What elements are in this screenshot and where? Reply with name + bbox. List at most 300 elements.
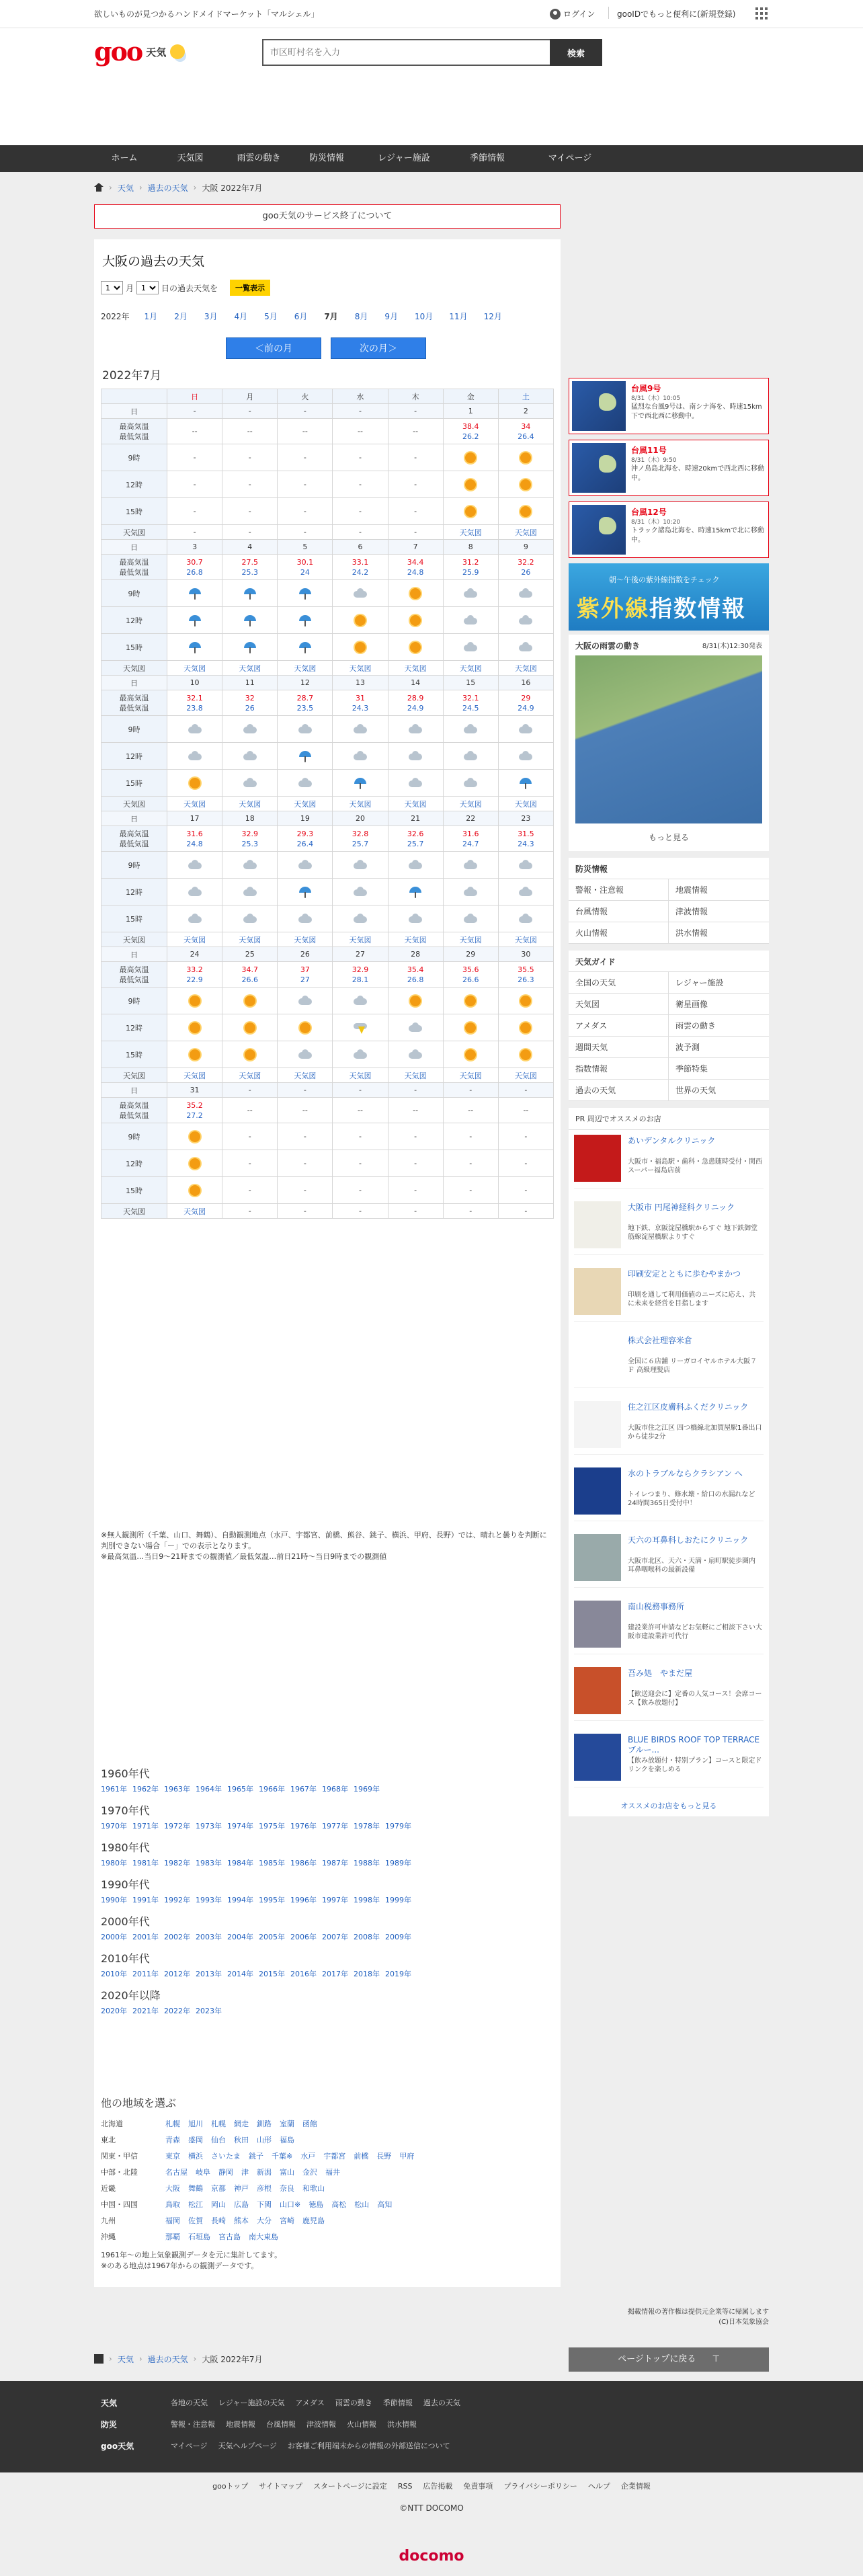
year-link[interactable]: 1980年 <box>101 1859 127 1867</box>
footer-link[interactable]: 雨雲の動き <box>335 2399 372 2407</box>
year-link[interactable]: 2014年 <box>227 1970 253 1978</box>
footer-sublink[interactable]: 広告掲載 <box>423 2482 453 2491</box>
year-link[interactable]: 1963年 <box>164 1785 190 1794</box>
login-link[interactable] <box>550 8 595 19</box>
guide-item[interactable]: レジャー施設 <box>669 972 769 994</box>
year-link[interactable]: 1967年 <box>290 1785 317 1794</box>
service-end-notice[interactable]: goo天気のサービス終了について <box>94 204 561 229</box>
year-link[interactable]: 2008年 <box>354 1933 380 1941</box>
ad-item[interactable] <box>574 1597 764 1654</box>
city-link[interactable]: 津 <box>241 2168 249 2177</box>
city-link[interactable]: 札幌 <box>165 2120 180 2128</box>
year-link[interactable]: 1971年 <box>132 1822 159 1830</box>
city-link[interactable]: 高松 <box>331 2200 347 2209</box>
guide-item[interactable]: 世界の天気 <box>669 1080 769 1101</box>
chart-link-cell[interactable] <box>167 932 222 947</box>
nav-item-6[interactable]: マイページ <box>548 153 592 163</box>
chart-link-cell[interactable] <box>443 661 498 676</box>
temp-low: 24.8 <box>186 839 203 848</box>
city-link[interactable]: 水戸 <box>300 2152 316 2161</box>
ad-item[interactable] <box>574 1264 764 1322</box>
city-link[interactable]: 熊本 <box>234 2216 249 2225</box>
nav-item-3[interactable]: 防災情報 <box>309 153 344 163</box>
year-link[interactable]: 1972年 <box>164 1822 190 1830</box>
year-link[interactable]: 1996年 <box>290 1896 317 1904</box>
chart-link-cell[interactable] <box>333 661 388 676</box>
ad-name[interactable]: あいデンタルクリニック <box>628 1136 716 1145</box>
year-link[interactable]: 2010年 <box>101 1970 127 1978</box>
temp-high: 33.2 <box>186 965 203 974</box>
weather-chart-link[interactable]: 天気図 <box>404 935 427 944</box>
weather-chart-link[interactable]: 天気図 <box>514 663 537 673</box>
page-top-button[interactable]: ページトップに戻る ⊤ <box>569 2347 769 2372</box>
chart-link-cell[interactable] <box>498 661 553 676</box>
year-link[interactable]: 2015年 <box>259 1970 285 1978</box>
weather-chart-link[interactable]: 天気図 <box>239 935 261 944</box>
chart-link-cell[interactable] <box>167 661 222 676</box>
pr-more-link[interactable]: オススメのお店をもっと見る <box>620 1802 717 1810</box>
year-link[interactable]: 1992年 <box>164 1896 190 1904</box>
city-link[interactable]: 京都 <box>211 2184 226 2193</box>
ad-name[interactable]: 天六の耳鼻科しおたにクリニック <box>628 1535 749 1545</box>
city-link[interactable]: 彦根 <box>257 2184 272 2193</box>
search-button[interactable]: 検索 <box>550 39 602 66</box>
footer-sublink[interactable]: 企業情報 <box>620 2482 651 2491</box>
weather-chart-link[interactable]: 天気図 <box>294 1071 317 1080</box>
ad-item[interactable] <box>574 1131 764 1189</box>
month-link-9[interactable]: 9月 <box>384 312 399 321</box>
ad-item[interactable] <box>574 1663 764 1721</box>
footer-sublink[interactable]: スタートページに設定 <box>313 2482 387 2491</box>
chart-link-cell[interactable] <box>222 932 278 947</box>
year-link[interactable]: 1976年 <box>290 1822 317 1830</box>
year-link[interactable]: 2019年 <box>385 1970 411 1978</box>
chart-link-cell[interactable] <box>443 525 498 540</box>
chart-link-cell[interactable] <box>167 1068 222 1083</box>
year-link[interactable]: 2001年 <box>132 1933 159 1941</box>
chart-link-cell[interactable] <box>167 1204 222 1219</box>
city-link[interactable]: 函館 <box>302 2120 317 2128</box>
city-link[interactable]: 富山 <box>280 2168 294 2177</box>
city-link[interactable]: 鹿児島 <box>302 2216 325 2225</box>
year-link[interactable]: 1982年 <box>164 1859 190 1867</box>
nav-item-4[interactable]: レジャー施設 <box>378 153 430 163</box>
city-link[interactable]: 長崎 <box>211 2216 226 2225</box>
ad-item[interactable] <box>574 1330 764 1388</box>
city-link[interactable]: 網走 <box>234 2120 249 2128</box>
year-link[interactable]: 2022年 <box>164 2007 190 2015</box>
year-link[interactable]: 1970年 <box>101 1822 127 1830</box>
city-link[interactable]: 福島 <box>280 2136 294 2144</box>
footer-sublink[interactable]: ヘルプ <box>587 2482 610 2491</box>
guide-item[interactable]: 津波情報 <box>669 901 769 922</box>
nav-item-5[interactable]: 季節情報 <box>469 153 505 163</box>
next-month-button[interactable]: 次の月＞ <box>331 337 426 359</box>
chart-link-cell[interactable] <box>388 932 443 947</box>
year-link[interactable]: 1986年 <box>290 1859 317 1867</box>
year-link[interactable]: 2013年 <box>196 1970 222 1978</box>
city-link[interactable]: 徳島 <box>309 2200 324 2209</box>
month-link-10[interactable]: 10月 <box>415 312 434 321</box>
ad-item[interactable] <box>574 1397 764 1455</box>
ad-name[interactable]: 大阪市 円尾神経科クリニック <box>628 1203 735 1212</box>
city-link[interactable]: 和歌山 <box>302 2184 325 2193</box>
year-link[interactable]: 1975年 <box>259 1822 285 1830</box>
footer-link[interactable]: 各地の天気 <box>171 2399 208 2407</box>
city-link[interactable]: 釧路 <box>257 2120 272 2128</box>
site-logo[interactable] <box>94 36 185 67</box>
prev-month-button[interactable]: ＜前の月 <box>226 337 321 359</box>
ad-name[interactable]: 水のトラブルならクラシアン へ <box>628 1469 743 1478</box>
city-link[interactable]: 札幌 <box>211 2120 226 2128</box>
ad-item[interactable] <box>574 1530 764 1588</box>
year-links <box>101 1783 554 1794</box>
footer-link[interactable]: 季節情報 <box>382 2399 413 2407</box>
footer-link[interactable]: お客様ご利用端末からの情報の外部送信について <box>287 2442 450 2450</box>
year-link[interactable]: 1991年 <box>132 1896 159 1904</box>
list-display-button[interactable]: 一覧表示 <box>230 280 270 296</box>
footer-link[interactable]: 天気ヘルプページ <box>218 2442 277 2450</box>
weather-cell <box>278 770 333 797</box>
guide-item[interactable]: 波予測 <box>669 1037 769 1058</box>
city-link[interactable]: 佐賀 <box>188 2216 203 2225</box>
month-link-11[interactable]: 11月 <box>449 312 468 321</box>
footer-link[interactable]: 過去の天気 <box>423 2399 460 2407</box>
weather-chart-link[interactable]: 天気図 <box>459 663 482 673</box>
city-link[interactable]: 福井 <box>325 2168 340 2177</box>
month-link-6[interactable]: 6月 <box>294 312 308 321</box>
year-link[interactable]: 1997年 <box>322 1896 348 1904</box>
footer-link[interactable]: 津波情報 <box>306 2420 336 2429</box>
year-link[interactable]: 2021年 <box>132 2007 159 2015</box>
footer-link[interactable]: 警報・注意報 <box>171 2420 215 2429</box>
month-select[interactable] <box>101 281 123 294</box>
ad-name[interactable]: 住之江区皮膚科ふくだクリニック <box>628 1402 749 1412</box>
city-link[interactable]: 東京 <box>165 2152 180 2161</box>
city-link[interactable]: 仙台 <box>211 2136 226 2144</box>
month-link-12[interactable]: 12月 <box>483 312 502 321</box>
year-link[interactable]: 2009年 <box>385 1933 411 1941</box>
typhoon-card-2[interactable] <box>569 501 769 558</box>
city-link[interactable]: 金沢 <box>302 2168 317 2177</box>
footer-link[interactable]: マイページ <box>171 2442 208 2450</box>
weather-chart-link[interactable]: 天気図 <box>294 663 317 673</box>
footer-sublink[interactable]: RSS <box>397 2482 413 2491</box>
year-link[interactable]: 1983年 <box>196 1859 222 1867</box>
chart-link-cell[interactable] <box>278 1068 333 1083</box>
weather-chart-link[interactable]: 天気図 <box>404 1071 427 1080</box>
chart-link-cell[interactable] <box>498 797 553 811</box>
year-link[interactable]: 1974年 <box>227 1822 253 1830</box>
city-link[interactable]: 那覇 <box>165 2232 180 2241</box>
day-select[interactable] <box>136 281 159 294</box>
chart-link-cell[interactable] <box>222 661 278 676</box>
year-link[interactable]: 1988年 <box>354 1859 380 1867</box>
year-link[interactable]: 1998年 <box>354 1896 380 1904</box>
chart-link-cell[interactable] <box>388 661 443 676</box>
guide-item[interactable]: 天気図 <box>569 994 669 1015</box>
year-link[interactable]: 1989年 <box>385 1859 411 1867</box>
weather-chart-link[interactable]: 天気図 <box>349 1071 372 1080</box>
ad-name[interactable]: 南山税務事務所 <box>628 1602 685 1611</box>
typhoon-card-0[interactable] <box>569 378 769 434</box>
ad-item[interactable] <box>574 1463 764 1521</box>
chart-link-cell[interactable] <box>278 661 333 676</box>
footer-link[interactable]: アメダス <box>295 2399 325 2407</box>
search-input[interactable] <box>262 39 550 66</box>
guide-item[interactable]: 過去の天気 <box>569 1080 669 1101</box>
weather-chart-link[interactable]: 天気図 <box>183 799 206 809</box>
breadcrumb-weather[interactable]: 天気 <box>117 183 134 193</box>
nav-item-2[interactable]: 雨雲の動き <box>237 153 281 163</box>
weather-chart-link[interactable]: 天気図 <box>294 935 317 944</box>
year-link[interactable]: 2017年 <box>322 1970 348 1978</box>
guide-item[interactable]: 季節特集 <box>669 1058 769 1080</box>
city-link[interactable]: 前橋 <box>354 2152 369 2161</box>
year-link[interactable]: 1973年 <box>196 1822 222 1830</box>
weather-chart-link[interactable]: 天気図 <box>404 663 427 673</box>
year-link[interactable]: 1978年 <box>354 1822 380 1830</box>
city-link[interactable]: 長野 <box>376 2152 392 2161</box>
chart-link-cell[interactable] <box>222 1068 278 1083</box>
weather-chart-link[interactable]: 天気図 <box>239 663 261 673</box>
month-link-5[interactable]: 5月 <box>264 312 278 321</box>
guide-item[interactable]: 雨雲の動き <box>669 1015 769 1037</box>
footer-sublink[interactable]: サイトマップ <box>259 2482 303 2491</box>
footer-link[interactable]: 火山情報 <box>347 2420 376 2429</box>
year-link[interactable]: 2006年 <box>290 1933 317 1941</box>
weather-chart-link[interactable]: 天気図 <box>459 799 482 809</box>
city-link[interactable]: 千葉※ <box>272 2152 293 2161</box>
chart-link-cell[interactable] <box>333 932 388 947</box>
chart-link-cell[interactable] <box>443 932 498 947</box>
register-link[interactable]: gooIDでもっと便利に(新規登録) <box>617 9 736 19</box>
city-link[interactable]: 銚子 <box>249 2152 263 2161</box>
year-link[interactable]: 1977年 <box>322 1822 348 1830</box>
city-link[interactable]: 舞鶴 <box>188 2184 203 2193</box>
city-link[interactable]: 秋田 <box>234 2136 249 2144</box>
uv-index-banner[interactable] <box>569 563 769 631</box>
year-link[interactable]: 1964年 <box>196 1785 222 1794</box>
year-link[interactable]: 2004年 <box>227 1933 253 1941</box>
weather-chart-link[interactable]: 天気図 <box>183 1207 206 1216</box>
home-icon[interactable] <box>94 183 104 192</box>
weather-chart-link[interactable]: 天気図 <box>349 935 372 944</box>
guide-item[interactable]: 地震情報 <box>669 879 769 901</box>
city-link[interactable]: 静岡 <box>218 2168 233 2177</box>
year-link[interactable]: 2011年 <box>132 1970 159 1978</box>
nav-item-1[interactable]: 天気図 <box>177 153 204 163</box>
footer-link[interactable]: レジャー施設の天気 <box>218 2399 285 2407</box>
footer-sublink[interactable]: 免責事項 <box>463 2482 493 2491</box>
ad-name[interactable]: 印刷安定とともに歩むやまかつ <box>628 1269 741 1279</box>
year-link[interactable]: 1968年 <box>322 1785 348 1794</box>
year-link[interactable]: 1993年 <box>196 1896 222 1904</box>
weather-chart-link[interactable]: 天気図 <box>183 663 206 673</box>
weather-chart-link[interactable]: 天気図 <box>459 935 482 944</box>
footer-row-head: goo天気 <box>101 2442 134 2451</box>
city-link[interactable]: 宮崎 <box>280 2216 294 2225</box>
city-link[interactable]: 甲府 <box>399 2152 415 2161</box>
breadcrumb-weather[interactable]: 天気 <box>117 2354 134 2364</box>
year-link[interactable]: 1969年 <box>354 1785 380 1794</box>
promo-link[interactable]: 欲しいものが見つかるハンドメイドマーケット「マルシェル」 <box>94 9 319 19</box>
guide-item[interactable]: 火山情報 <box>569 922 669 944</box>
footer-sublink[interactable]: gooトップ <box>212 2482 249 2491</box>
ad-name[interactable]: 株式会社理容米倉 <box>628 1336 693 1345</box>
chart-link-cell[interactable] <box>443 1068 498 1083</box>
weather-chart-link[interactable]: 天気図 <box>183 1071 206 1080</box>
city-link[interactable]: 山形 <box>257 2136 272 2144</box>
year-link[interactable]: 1990年 <box>101 1896 127 1904</box>
year-link[interactable]: 1987年 <box>322 1859 348 1867</box>
guide-item[interactable]: 週間天気 <box>569 1037 669 1058</box>
month-link-4[interactable]: 4月 <box>234 312 248 321</box>
year-link[interactable]: 1981年 <box>132 1859 159 1867</box>
city-link[interactable]: さいたま <box>211 2152 241 2161</box>
guide-item[interactable]: アメダス <box>569 1015 669 1037</box>
chart-link-cell[interactable] <box>388 797 443 811</box>
guide-item[interactable]: 洪水情報 <box>669 922 769 944</box>
ad-name[interactable]: 吾み処 やまだ屋 <box>628 1668 693 1678</box>
home-icon[interactable] <box>94 2354 104 2364</box>
decade-2 <box>101 1839 554 1868</box>
radar-more-link[interactable]: もっと見る <box>648 833 689 842</box>
year-link[interactable]: 1999年 <box>385 1896 411 1904</box>
year-link[interactable]: 1962年 <box>132 1785 159 1794</box>
year-link[interactable]: 1984年 <box>227 1859 253 1867</box>
month-link-3[interactable]: 3月 <box>204 312 218 321</box>
weather-chart-link[interactable]: 天気図 <box>459 1071 482 1080</box>
city-link[interactable]: 旭川 <box>188 2120 203 2128</box>
guide-item[interactable]: 指数情報 <box>569 1058 669 1080</box>
city-link[interactable]: 室蘭 <box>280 2120 294 2128</box>
weather-chart-link[interactable]: 天気図 <box>349 799 372 809</box>
city-link[interactable]: 松山 <box>354 2200 370 2209</box>
year-link[interactable]: 1995年 <box>259 1896 285 1904</box>
docomo-logo[interactable]: docomo <box>399 2548 464 2565</box>
guide-item[interactable]: 衛星画像 <box>669 994 769 1015</box>
weather-cell <box>333 1014 388 1041</box>
chart-link-cell[interactable] <box>388 1068 443 1083</box>
ad-name[interactable]: BLUE BIRDS ROOF TOP TERRACE ブルー... <box>628 1735 760 1755</box>
radar-map[interactable] <box>575 655 762 823</box>
city-link[interactable]: 下関 <box>257 2200 272 2209</box>
year-link[interactable]: 2000年 <box>101 1933 127 1941</box>
chart-link-cell[interactable] <box>498 932 553 947</box>
city-link[interactable]: 鳥取 <box>165 2200 180 2209</box>
weather-chart-link[interactable]: 天気図 <box>294 799 317 809</box>
city-link[interactable]: 奈良 <box>280 2184 294 2193</box>
footer-link[interactable]: 洪水情報 <box>387 2420 417 2429</box>
weather-chart-link[interactable]: 天気図 <box>514 528 537 537</box>
service-grid-icon[interactable] <box>755 7 768 19</box>
city-link[interactable]: 石垣島 <box>188 2232 210 2241</box>
guide-item[interactable]: 台風情報 <box>569 901 669 922</box>
city-link[interactable]: 松江 <box>188 2200 203 2209</box>
year-link[interactable]: 1965年 <box>227 1785 253 1794</box>
year-link[interactable]: 2016年 <box>290 1970 317 1978</box>
guide-item[interactable]: 警報・注意報 <box>569 879 669 901</box>
chart-link-cell[interactable] <box>222 797 278 811</box>
chart-link-cell[interactable] <box>498 525 553 540</box>
city-link[interactable]: 山口※ <box>280 2200 301 2209</box>
year-link[interactable]: 1985年 <box>259 1859 285 1867</box>
footer-link[interactable]: 台風情報 <box>266 2420 296 2429</box>
year-link[interactable]: 1966年 <box>259 1785 285 1794</box>
year-link[interactable]: 1979年 <box>385 1822 411 1830</box>
weather-chart-link[interactable]: 天気図 <box>239 799 261 809</box>
year-link[interactable]: 2003年 <box>196 1933 222 1941</box>
city-link[interactable]: 宇都宮 <box>323 2152 346 2161</box>
breadcrumb-past-weather[interactable]: 過去の天気 <box>147 2354 188 2364</box>
month-link-2[interactable]: 2月 <box>174 312 188 321</box>
month-link-8[interactable]: 8月 <box>354 312 368 321</box>
typhoon-card-1[interactable] <box>569 440 769 496</box>
weather-chart-link[interactable]: 天気図 <box>183 935 206 944</box>
year-link[interactable]: 2023年 <box>196 2007 222 2015</box>
ad-item[interactable] <box>574 1730 764 1787</box>
weather-chart-link[interactable]: 天気図 <box>459 528 482 537</box>
city-link[interactable]: 大阪 <box>165 2184 180 2193</box>
chart-link-cell[interactable] <box>333 1068 388 1083</box>
city-link[interactable]: 盛岡 <box>188 2136 203 2144</box>
city-link[interactable]: 名古屋 <box>165 2168 188 2177</box>
weather-chart-link[interactable]: 天気図 <box>514 799 537 809</box>
chart-link-cell[interactable] <box>278 797 333 811</box>
ad-item[interactable] <box>574 1197 764 1255</box>
year-link[interactable]: 2005年 <box>259 1933 285 1941</box>
chart-link-cell[interactable] <box>443 797 498 811</box>
weather-chart-link[interactable]: 天気図 <box>514 1071 537 1080</box>
chart-link-cell[interactable] <box>167 797 222 811</box>
nav-item-0[interactable]: ホーム <box>111 153 138 163</box>
month-link-1[interactable]: 1月 <box>144 312 158 321</box>
top-bar <box>0 0 863 28</box>
breadcrumb-past-weather[interactable]: 過去の天気 <box>147 183 188 193</box>
weather-chart-link[interactable]: 天気図 <box>514 935 537 944</box>
city-link[interactable]: 広島 <box>234 2200 249 2209</box>
city-link[interactable]: 福岡 <box>165 2216 180 2225</box>
chart-link-cell[interactable] <box>278 932 333 947</box>
city-link[interactable]: 岐阜 <box>196 2168 210 2177</box>
footer-link[interactable]: 地震情報 <box>226 2420 255 2429</box>
footer-sublink[interactable]: プライバシーポリシー <box>503 2482 577 2491</box>
city-link[interactable]: 青森 <box>165 2136 180 2144</box>
year-link[interactable]: 2012年 <box>164 1970 190 1978</box>
city-link[interactable]: 神戸 <box>234 2184 249 2193</box>
guide-item[interactable]: 全国の天気 <box>569 972 669 994</box>
year-link[interactable]: 1961年 <box>101 1785 127 1794</box>
city-link[interactable]: 岡山 <box>211 2200 226 2209</box>
chart-link-cell[interactable] <box>498 1068 553 1083</box>
weather-chart-link[interactable]: 天気図 <box>239 1071 261 1080</box>
year-link[interactable]: 2018年 <box>354 1970 380 1978</box>
year-link[interactable]: 1994年 <box>227 1896 253 1904</box>
city-link[interactable]: 南大東島 <box>249 2232 278 2241</box>
city-link[interactable]: 大分 <box>257 2216 272 2225</box>
city-link[interactable]: 高知 <box>377 2200 393 2209</box>
weather-chart-link[interactable]: 天気図 <box>404 799 427 809</box>
city-link[interactable]: 横浜 <box>188 2152 203 2161</box>
year-link[interactable]: 2007年 <box>322 1933 348 1941</box>
chart-link-cell[interactable] <box>333 797 388 811</box>
weather-chart-link[interactable]: 天気図 <box>349 663 372 673</box>
year-link[interactable]: 2020年 <box>101 2007 127 2015</box>
year-link[interactable]: 2002年 <box>164 1933 190 1941</box>
city-link[interactable]: 宮古島 <box>218 2232 241 2241</box>
city-link[interactable]: 新潟 <box>257 2168 272 2177</box>
